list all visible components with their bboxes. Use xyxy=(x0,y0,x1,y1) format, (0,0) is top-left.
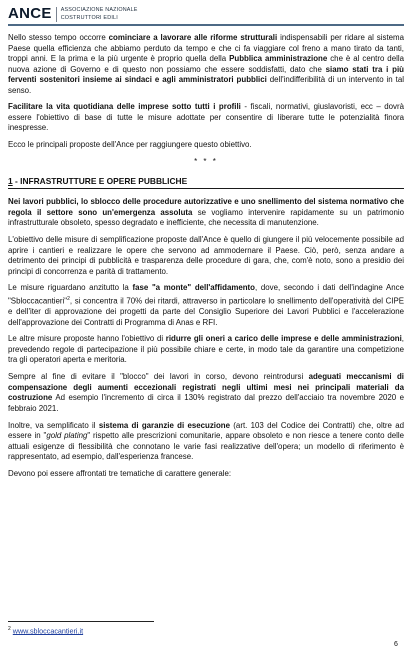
text-run: " rispetto alle prescrizioni comunitarie, appare obsoleto e non riesce a tenere conto delle attuali esigenze di flessibilità che connotano le varie fasi realizzative dell'opera; un modello di riferimento è rappresentato, ad esempio, dall'esperienza francese. xyxy=(8,431,404,461)
section-heading xyxy=(8,176,404,189)
footnote xyxy=(8,625,83,635)
logo-subtitle-line2: COSTRUTTORI EDILI xyxy=(60,14,118,21)
text-run: se vogliamo intervenire rapidamente su un patrimonio infrastrutturale obsoleto, spesso degradato e inefficiente, che necessita di manutenzione. xyxy=(8,207,404,228)
bold-run: ridurre gli oneri a carico delle imprese e delle amministrazioni xyxy=(165,334,402,344)
footnote-rule xyxy=(8,621,154,622)
text-run: indispensabili per ridare al sistema Paese quella efficienza che abbiamo perduto da tempo e che ci fa viaggiare col freno a mano tirato da tanti, troppi anni. E la prima e la più urgente è proprio quella della xyxy=(8,33,404,63)
text-run: Le altre misure proposte hanno l'obiettivo di xyxy=(8,334,166,344)
logo-subtitle-line1: ASSOCIAZIONE NAZIONALE xyxy=(60,7,138,13)
paragraph-proposals-intro: Ecco le principali proposte dell'Ance per raggiungere questo obiettivo. xyxy=(8,140,252,150)
paragraph-upstream-phase xyxy=(8,283,404,328)
section-separator: * * * xyxy=(194,156,218,166)
text-run: Nello stesso tempo occorre xyxy=(8,33,109,42)
text-run: Le misure riguardano anzitutto la xyxy=(8,283,133,293)
bold-run: cominciare a lavorare alle riforme strutturali xyxy=(108,33,278,42)
paragraph-facilitate xyxy=(8,102,404,134)
paragraph-reforms xyxy=(8,33,404,96)
bold-run: adeguati meccanismi di compensazione degli aumenti eccezionali registrati negli ultimi mesi nei principali materiali da costruzione xyxy=(8,372,404,403)
bold-run: Pubblica amministrazione xyxy=(229,54,328,63)
paragraph-compensation xyxy=(8,372,404,414)
bold-run: siamo stati tra i più ferventi sostenitori insieme ai sindaci e agli amministratori pubblici xyxy=(8,64,404,84)
text-run: Inoltre, va semplificato il xyxy=(8,420,99,430)
text-run: dell'indifferibilità di un intervento in tal senso. xyxy=(8,75,404,95)
page-header xyxy=(8,4,404,28)
section-number: 1 xyxy=(8,176,13,187)
text-run: (art. 103 del Codice dei Contratti) che, oltre ad essere in " xyxy=(8,420,404,440)
ance-logo xyxy=(8,6,138,22)
text-run: Sempre al fine di evitare il "blocco" dei lavori in corso, devono reintrodursi xyxy=(8,372,309,382)
document-body xyxy=(8,33,404,621)
bold-run: Nei lavori pubblici, lo sblocco delle procedure autorizzative e uno snellimento del sistema normativo che regola il settore sono un'emergenza assoluta xyxy=(8,197,404,217)
text-run: che è al centro della nuova azione di Governo e di questo non possiamo che essere soddisfatti, dato che xyxy=(8,54,404,74)
paragraph-public-works xyxy=(8,197,404,229)
header-rule xyxy=(8,24,404,26)
paragraph-simplification: L'obiettivo delle misure di semplificazione proposte dall'Ance è quello di giungere il più velocemente possibile ad aprire i cantieri e realizzare le opere che servono ad ammodernare il Paese. Ciò, però, senza andare a detrimento dei principi di pubblicità e trasparenza delle procedure di gara, che, com'è noto, sono a presidio dei principi di concorrenza e parità di trattamento. xyxy=(8,235,404,276)
paragraph-reduce-burdens xyxy=(8,334,404,366)
paragraph-guarantees xyxy=(8,421,404,463)
bold-run: sistema di garanzie di esecuzione xyxy=(98,420,230,430)
page-number: 6 xyxy=(394,641,398,648)
footnote-link[interactable]: www.sbloccacantieri.it xyxy=(12,626,84,636)
text-run: - fiscali, normativi, giuslavoristi, ecc – dovrà essere l'obiettivo di base di tutte le misure adottate per consentire di liberare tutte le potenzialità finora inespresse. xyxy=(8,102,404,133)
logo-subtitle xyxy=(61,6,138,21)
italic-run: gold plating xyxy=(46,431,88,440)
text-run: Ad esempio l'incremento di circa il 130% registrato dal prezzo dell'acciaio tra novembre 2020 e febbraio 2021. xyxy=(8,393,404,413)
footnote-number: 2 xyxy=(8,626,11,632)
text-run: , si concentra il 70% dei ritardi, attraverso in particolare lo snellimento dell'operatività del CIPE e dell'iter di approvazione dei progetti da parte del Consiglio Superiore dei Lavori Pubblici e l'accelerazione dell'approvazione dei Contratti di Programma di Anas e RFI. xyxy=(8,296,404,327)
paragraph-general-topics: Devono poi essere affrontati tre tematiche di carattere generale: xyxy=(8,468,232,478)
bold-run: fase "a monte" dell'affidamento xyxy=(132,283,256,293)
logo-divider xyxy=(56,7,57,22)
footnote-reference[interactable]: 2 xyxy=(67,295,70,302)
section-title: - INFRASTRUTTURE E OPERE PUBBLICHE xyxy=(12,176,188,187)
text-run: , prevedendo regole di partecipazione il più possibile chiare e certe, in modo tale da garantire una competizione tra gli operatori aperta e meritoria. xyxy=(8,334,404,365)
text-run: , dove, secondo i dati dell'indagine Ance "Sbloccacantieri" xyxy=(8,283,404,306)
bold-run: Facilitare la vita quotidiana delle imprese sotto tutti i profili xyxy=(8,102,241,112)
logo-wordmark: ANCE xyxy=(8,5,52,22)
